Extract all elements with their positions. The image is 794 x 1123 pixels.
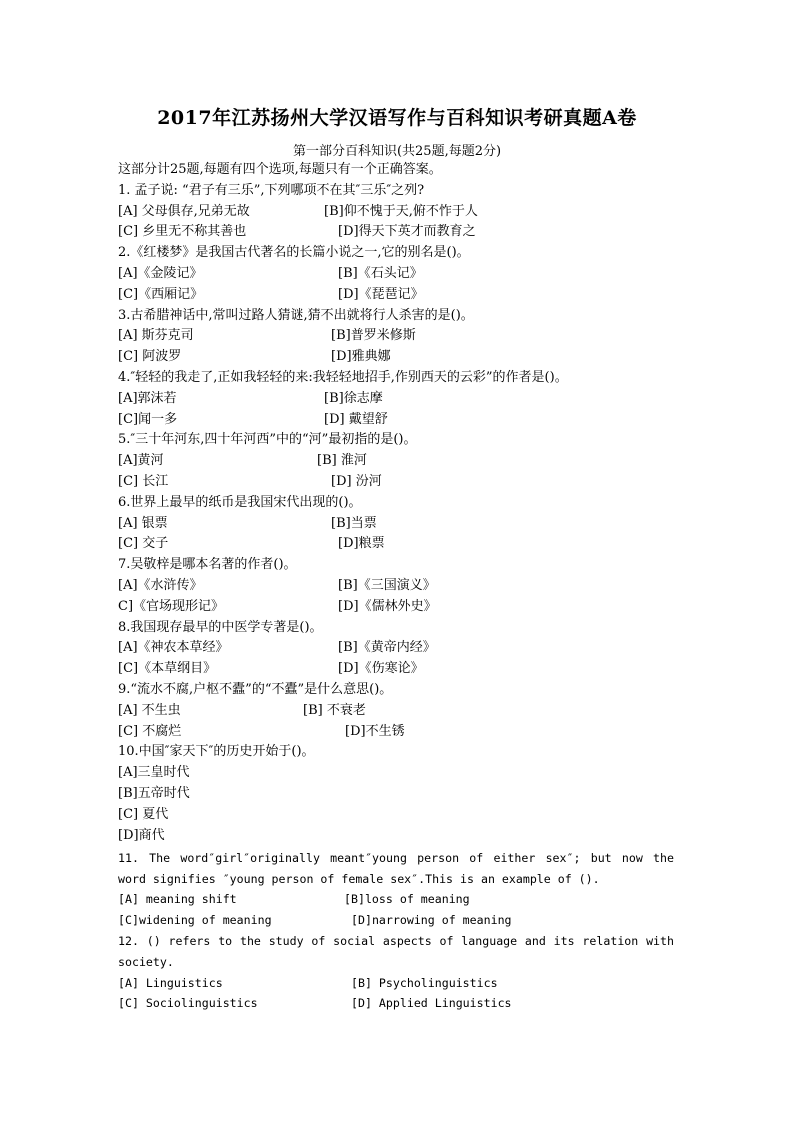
option-a: [A]郭沫若 [118,390,177,406]
option-a: [A] 不生虫 [118,702,181,718]
option-row [118,451,678,472]
option-b: [B]徐志摩 [324,390,383,406]
option-b: [B]普罗米修斯 [331,328,416,344]
question-text: 5.″三十年河东,四十年河西”中的“河”最初指的是()。 [118,432,417,448]
option-row [118,973,678,994]
option-d: [D]不生锈 [345,723,405,739]
option-c: [C]widening of meaning [118,913,272,928]
option-b: [B] 不衰老 [303,702,366,718]
option-row [118,597,678,618]
option-a: [A] 斯芬克司 [118,328,194,344]
option-row [118,889,678,910]
option-a: [A] 父母俱存,兄弟无故 [118,203,250,219]
option-row [118,659,678,680]
option-d: [D] 汾河 [331,473,382,489]
question-text: 7.吴敬梓是哪本名著的作者()。 [118,557,297,573]
option-c: [C] 阿波罗 [118,349,182,365]
question-text: 11. The word″girl″originally meant″young person of either sex″; but now the [118,850,674,865]
option-row [118,514,678,535]
question-text: 8.我国现存最早的中医学专著是()。 [118,619,323,635]
question-text-continued: word signifies ″young person of female sex″.This is an example of (). [118,871,600,886]
option-d: [D]商代 [118,827,165,843]
option-c: [C] 乡里无不称其善也 [118,224,247,240]
option-a: [A]《金陵记》 [118,265,203,281]
question-body [118,160,678,1014]
question-text: 3.古希腊神话中,常叫过路人猜谜,猜不出就将行人杀害的是()。 [118,307,474,323]
option-a: [A] 银票 [118,515,168,531]
option-row [118,576,678,597]
option-d: [D]《儒林外史》 [338,598,437,614]
option-d: [D]雅典娜 [331,349,391,365]
option-a: [A] Linguistics [118,975,223,990]
option-c: [C] Sociolinguistics [118,996,258,1011]
option-c: [C] 不腐烂 [118,723,182,739]
question-text: 2.《红楼梦》是我国古代著名的长篇小说之一,它的别名是()。 [118,245,470,261]
option-b: [B]当票 [331,515,377,531]
option-c: [C]《本草纲目》 [118,661,217,677]
option-row [118,472,678,493]
option-d: [D] Applied Linguistics [351,996,512,1011]
option-row [118,285,678,306]
question-text: 9.“流水不腐,户枢不蠹”的“不蠹”是什么意思()。 [118,681,393,697]
option-row [118,638,678,659]
option-a: [A]黄河 [118,453,164,469]
option-c: [C]闻一多 [118,411,178,427]
option-d: [D]narrowing of meaning [351,913,512,928]
option-b: [B]《三国演义》 [338,577,436,593]
option-row [118,701,678,722]
option-d: [D] 戴望舒 [324,411,388,427]
question-text: 10.中国″家天下″的历史开始于()。 [118,744,315,760]
option-c: C]《官场现形记》 [118,598,225,614]
option-row [118,910,678,931]
option-row [118,993,678,1014]
option-c: [C] 夏代 [118,806,169,822]
option-d: [D]《伤寒论》 [338,661,424,677]
option-c: [C]《西厢记》 [118,286,204,302]
option-d: [D]粮票 [338,536,385,552]
option-a: [A]《水浒传》 [118,577,203,593]
option-row [118,264,678,285]
option-row [118,347,678,368]
option-row [118,326,678,347]
option-row [118,410,678,431]
option-a: [A]三皇时代 [118,765,190,781]
option-row [118,222,678,243]
option-b: [B]《石头记》 [338,265,423,281]
option-b: [B]仰不愧于天,俯不怍于人 [324,203,478,219]
question-text-continued: society. [118,954,174,969]
option-a: [A] meaning shift [118,892,237,907]
option-b: [B]《黄帝内经》 [338,640,436,656]
option-b: [B]loss of meaning [344,892,470,907]
part-heading: 第一部分百科知识(共25题,每题2分) [292,144,502,159]
option-b: [B] 淮河 [317,453,367,469]
option-b: [B] Psycholinguistics [351,975,498,990]
option-c: [C] 交子 [118,536,169,552]
option-a: [A]《神农本草经》 [118,640,229,656]
question-text: 1. 孟子说: “君子有三乐”,下列哪项不在其″三乐″之列? [118,182,425,198]
question-text: 4.″轻轻的我走了,正如我轻轻的来:我轻轻地招手,作别西天的云彩”的作者是()。 [118,369,568,385]
option-d: [D]得天下英才而教育之 [338,224,476,240]
option-row [118,202,678,223]
page-title: 2017年江苏扬州大学汉语写作与百科知识考研真题A卷 [157,107,637,129]
option-row [118,389,678,410]
question-text: 6.世界上最早的纸币是我国宋代出现的()。 [118,494,362,510]
option-d: [D]《琵琶记》 [338,286,424,302]
question-text: 12. () refers to the study of social aspects of language and its relation with [118,933,674,948]
option-b: [B]五帝时代 [118,785,190,801]
option-c: [C] 长江 [118,473,169,489]
intro-text: 这部分计25题,每题有四个选项,每题只有一个正确答案。 [118,162,442,177]
option-row [118,534,678,555]
option-row [118,722,678,743]
